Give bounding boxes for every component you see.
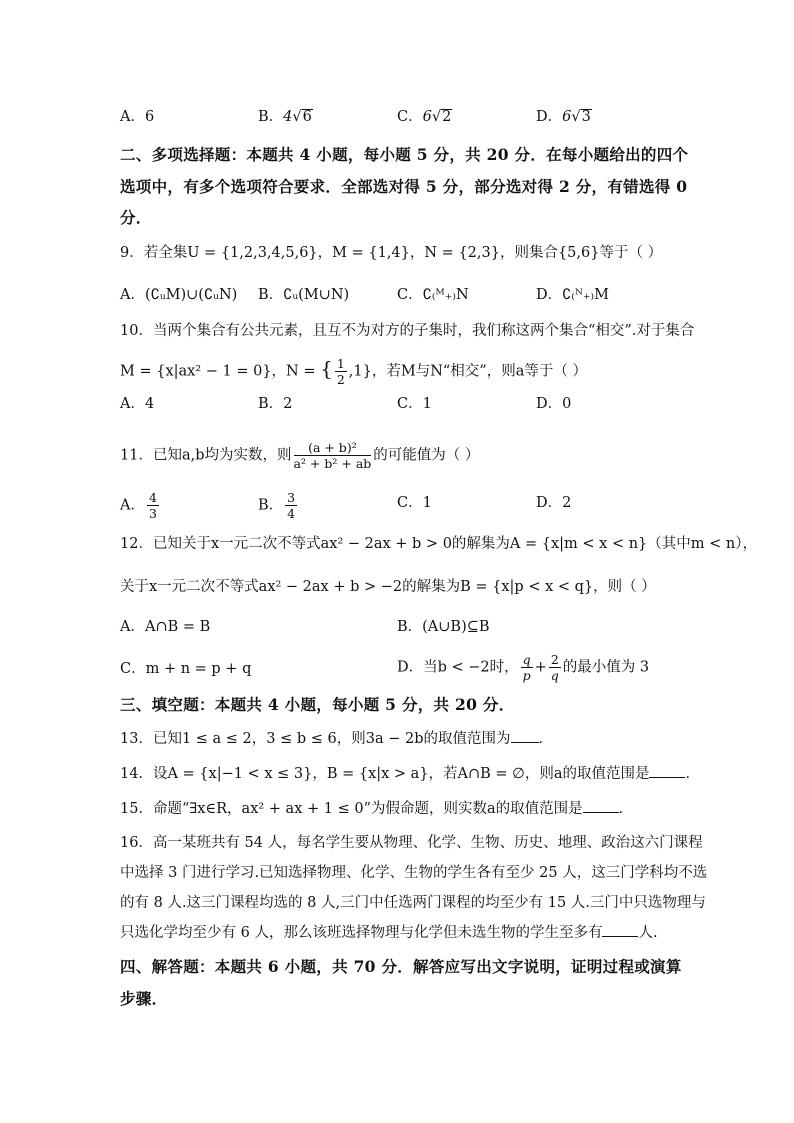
q15-answer-blank[interactable] bbox=[583, 798, 619, 813]
q11-stem-pre: 11．已知a,b均为实数，则 bbox=[120, 447, 292, 464]
q11-option-a bbox=[120, 490, 161, 521]
q11-fraction bbox=[294, 440, 372, 471]
q11-option-b-den: 4 bbox=[287, 506, 296, 521]
q8-option-c-radicand: 2 bbox=[442, 109, 452, 125]
q11-option-b-label: B． bbox=[258, 497, 284, 514]
q12-option-a: A．A∩B = B bbox=[120, 619, 211, 635]
q16-line4-pre: 只选化学均至少有 6 人，那么该班选择物理与化学但未选生物的学生至多有 bbox=[120, 925, 603, 941]
section2-heading-line1: 二、多项选择题：本题共 4 小题，每小题 5 分，共 20 分．在每小题给出的四个 bbox=[120, 145, 689, 164]
q8-option-d-radicand: 3 bbox=[581, 109, 591, 125]
q8-option-d-coef: 6 bbox=[562, 109, 572, 125]
q16-line4 bbox=[120, 922, 658, 944]
sqrt-icon: √ bbox=[571, 109, 581, 125]
q12-option-b: B．(A∪B)⊆B bbox=[397, 619, 490, 635]
q9-option-c: C．∁₍ᴹ₊₎N bbox=[397, 287, 469, 303]
q12-option-d-post: 的最小值为 3 bbox=[562, 659, 650, 676]
q12-stem-line2: 关于x一元二次不等式ax² − 2ax + b > −2的解集为B = {x|p < x < q}，则（ ） bbox=[120, 579, 656, 595]
q14-answer-blank[interactable] bbox=[649, 763, 685, 778]
q10-fraction-den: 2 bbox=[336, 372, 345, 387]
q15-stem bbox=[120, 798, 633, 820]
q16-answer-blank[interactable] bbox=[602, 922, 638, 937]
q8-option-b bbox=[258, 106, 313, 128]
sqrt-icon: √ bbox=[431, 109, 442, 125]
q8-option-b-label: B． bbox=[258, 109, 284, 125]
q9-option-a: A．(∁ᵤM)∪(∁ᵤN) bbox=[120, 287, 238, 303]
q11-option-a-den: 3 bbox=[148, 506, 157, 521]
q10-stem-line1: 10．当两个集合有公共元素，且互不为对方的子集时，我们称这两个集合“相交”.对于集合 bbox=[120, 323, 695, 339]
q10-option-a: A．4 bbox=[120, 396, 155, 412]
q13-stem bbox=[120, 728, 553, 750]
q11-option-a-num: 4 bbox=[148, 490, 157, 505]
q11-option-c: C．1 bbox=[397, 495, 432, 511]
q12-option-d bbox=[397, 652, 649, 683]
q15-end: ． bbox=[618, 801, 634, 817]
q12-option-d-plus: + bbox=[534, 659, 547, 676]
q12-option-d-f1-den: p bbox=[522, 668, 531, 683]
q11-fraction-den: a² + b² + ab bbox=[293, 456, 372, 471]
q12-option-d-fraction2 bbox=[549, 652, 561, 683]
q11-option-d: D．2 bbox=[536, 495, 572, 511]
sqrt-icon: √ bbox=[292, 109, 302, 125]
q13-text: 13．已知1 ≤ a ≤ 2，3 ≤ b ≤ 6，则3a − 2b的取值范围为 bbox=[120, 731, 511, 747]
q11-stem bbox=[120, 440, 479, 471]
q12-stem-line1: 12．已知关于x一元二次不等式ax² − 2ax + b > 0的解集为A = {x|m < x < n}（其中m < n）， bbox=[120, 536, 757, 552]
q14-stem bbox=[120, 763, 700, 785]
q11-option-a-label: A． bbox=[120, 497, 145, 514]
q10-option-c: C．1 bbox=[397, 396, 432, 412]
q10-option-b: B．2 bbox=[258, 396, 293, 412]
q16-line1: 16．高一某班共有 54 人，每名学生要从物理、化学、生物、历史、地理、政治这六门课程 bbox=[120, 835, 703, 851]
q8-option-c-label: C． bbox=[397, 109, 423, 125]
q10-option-d: D．0 bbox=[536, 396, 572, 412]
q8-option-b-coef: 4 bbox=[283, 109, 293, 125]
q12-option-d-pre: D．当b < −2时， bbox=[397, 659, 519, 676]
q16-line2: 中选择 3 门进行学习.已知选择物理、化学、生物的学生各有至少 25 人，这三门学科均不选 bbox=[120, 865, 708, 881]
q9-option-d: D．∁₍ᴺ₊₎M bbox=[536, 287, 609, 303]
section2-heading-line3: 分． bbox=[120, 208, 152, 227]
q10-fraction-num: 1 bbox=[336, 356, 345, 371]
q8-option-d-label: D． bbox=[536, 109, 563, 125]
q14-text: 14．设A = {x|−1 < x ≤ 3}，B = {x|x > a}，若A∩B = ∅，则a的取值范围是 bbox=[120, 766, 650, 782]
q8-option-d bbox=[536, 106, 592, 128]
q16-line4-post: 人. bbox=[638, 925, 658, 941]
q13-end: ． bbox=[538, 731, 553, 747]
q12-option-d-f2-den: q bbox=[550, 668, 559, 683]
q10-stem-post: ,1}，若M与N“相交”，则a等于（ ） bbox=[348, 363, 587, 380]
left-brace-icon: { bbox=[320, 356, 333, 381]
q12-option-d-fraction1 bbox=[521, 652, 533, 683]
q8-option-c bbox=[397, 106, 452, 128]
q9-stem: 9．若全集U = {1,2,3,4,5,6}，M = {1,4}，N = {2,3}，则集合{5,6}等于（ ） bbox=[120, 245, 663, 261]
q8-option-b-radicand: 6 bbox=[302, 109, 312, 125]
section3-heading: 三、填空题：本题共 4 小题，每小题 5 分，共 20 分． bbox=[120, 695, 515, 714]
q14-end: ． bbox=[685, 766, 700, 782]
section4-heading-line1: 四、解答题：本题共 6 小题，共 70 分．解答应写出文字说明，证明过程或演算 bbox=[120, 957, 682, 976]
q11-option-a-fraction bbox=[147, 490, 159, 521]
q10-stem-pre: M = {x|ax² − 1 = 0}，N = bbox=[120, 363, 321, 380]
q11-option-b-fraction bbox=[285, 490, 297, 521]
section4-heading-line2: 步骤． bbox=[120, 989, 168, 1008]
q8-option-c-coef: 6 bbox=[422, 109, 432, 125]
q12-option-c: C．m + n = p + q bbox=[120, 661, 252, 677]
q12-option-d-f2-num: 2 bbox=[550, 652, 559, 667]
q15-text: 15．命题“∃x∈R，ax² + ax + 1 ≤ 0”为假命题，则实数a的取值范围是 bbox=[120, 801, 583, 817]
q11-option-b bbox=[258, 490, 299, 521]
q10-stem-line2 bbox=[120, 356, 587, 387]
q11-fraction-num: (a + b)² bbox=[294, 440, 372, 456]
q11-option-b-num: 3 bbox=[287, 490, 296, 505]
q13-answer-blank[interactable] bbox=[511, 728, 539, 743]
q9-option-b: B．∁ᵤ(M∪N) bbox=[258, 287, 350, 303]
q8-option-a: A．6 bbox=[120, 109, 155, 125]
section2-heading-line2: 选项中，有多个选项符合要求．全部选对得 5 分，部分选对得 2 分，有错选得 0 bbox=[120, 177, 688, 196]
q16-line3: 的有 8 人.这三门课程均选的 8 人,三门中任选两门课程的均至少有 15 人.三门中只选物理与 bbox=[120, 895, 706, 911]
q10-fraction bbox=[335, 356, 347, 387]
q12-option-d-f1-num: q bbox=[522, 652, 531, 667]
q11-stem-post: 的可能值为（ ） bbox=[373, 447, 480, 464]
